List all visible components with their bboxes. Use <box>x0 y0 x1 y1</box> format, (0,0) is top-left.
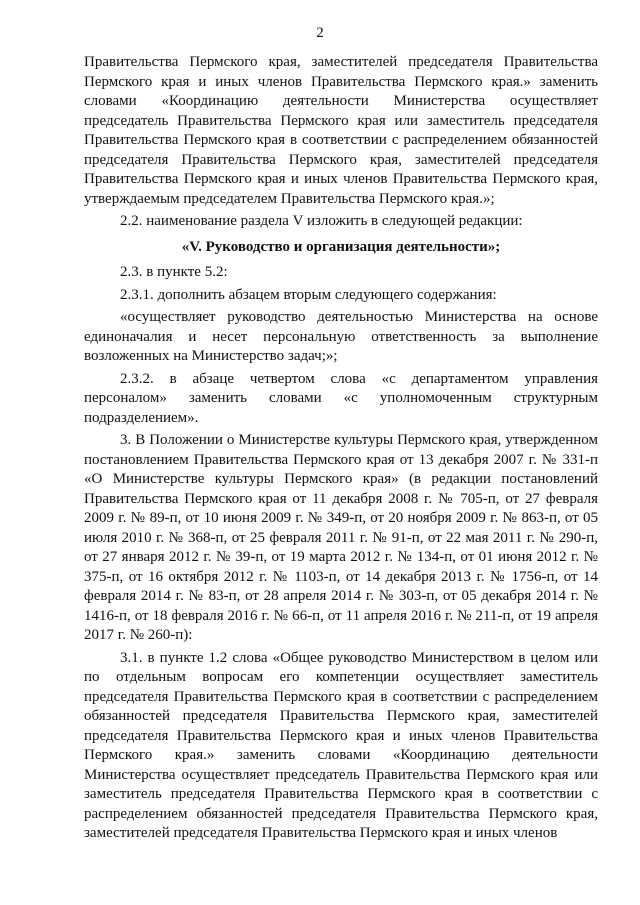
paragraph-2-2: 2.2. наименование раздела V изложить в следующей редакции: <box>120 213 523 229</box>
paragraph-2-3-1: 2.3.1. дополнить абзацем вторым следующего содержания: <box>120 286 497 303</box>
paragraph-2-3: 2.3. в пункте 5.2: <box>120 264 228 280</box>
paragraph-quote: «осуществляет руководство деятельностью Министерства на основе единоначалия и несет персональную ответственность за выполнение возложенных на Министерство задач;»; <box>84 309 598 364</box>
paragraph-continuation: Правительства Пермского края, заместителей председателя Правительства Пермского края и иных членов Правительства Пермского края.» заменить словами «Координацию деятельности Министерства осуществляет председатель Правительства Пермского края или заместитель председателя Правительства Пермского края в соответствии с распределением обязанностей председателя Правительства Пермского края, заместителей председателя Правительства Пермского края и иных членов Правительства Пермского края, утверждаемым председателем Правительства Пермского края.»; <box>84 54 598 207</box>
section-heading: «V. Руководство и организация деятельности»; <box>181 238 501 255</box>
page-number: 2 <box>316 25 324 41</box>
paragraph-3-1: 3.1. в пункте 1.2 слова «Общее руководство Министерством в целом или по отдельным вопросам его компетенции осуществляет заместитель председателя Правительства Пермского края в соответствии с распределением обязанностей председателя Правительства Пермского края, заместителей председателя Правительства Пермского края и иных членов Правительства Пермского края.» заменить словами «Координацию деятельности Министерства осуществляет председатель Правительства Пермского края или заместитель председателя Правительства Пермского края в соответствии с распределением обязанностей председателя Правительства Пермского края, заместителей председателя Правительства Пермского края и иных членов <box>84 649 598 841</box>
document-body <box>84 53 598 844</box>
paragraph-3: 3. В Положении о Министерстве культуры Пермского края, утвержденном постановлением Правительства Пермского края от 13 декабря 2007 г. № 331-п «О Министерстве культуры Пермского края» (в редакции постановлений Правительства Пермского края от 11 декабря 2008 г. № 705-п, от 27 февраля 2009 г. № 89-п, от 10 июня 2009 г. № 349-п, от 20 ноября 2009 г. № 863-п, от 05 июля 2010 г. № 368-п, от 25 февраля 2011 г. № 91-п, от 22 мая 2011 г. № 290-п, от 27 января 2012 г. № 39-п, от 19 марта 2012 г. № 134-п, от 01 июня 2012 г. № 375-п, от 16 октября 2012 г. № 1103-п, от 14 декабря 2013 г. № 1756-п, от 14 февраля 2014 г. № 83-п, от 28 апреля 2014 г. № 303-п, от 05 декабря 2014 г. № 1416-п, от 18 февраля 2016 г. № 66-п, от 11 апреля 2016 г. № 211-п, от 19 апреля 2017 г. № 260-п): <box>84 432 598 643</box>
paragraph-2-3-2: 2.3.2. в абзаце четвертом слова «с департаментом управления персоналом» заменить словами «с уполномоченным структурным подразделением». <box>84 370 598 426</box>
